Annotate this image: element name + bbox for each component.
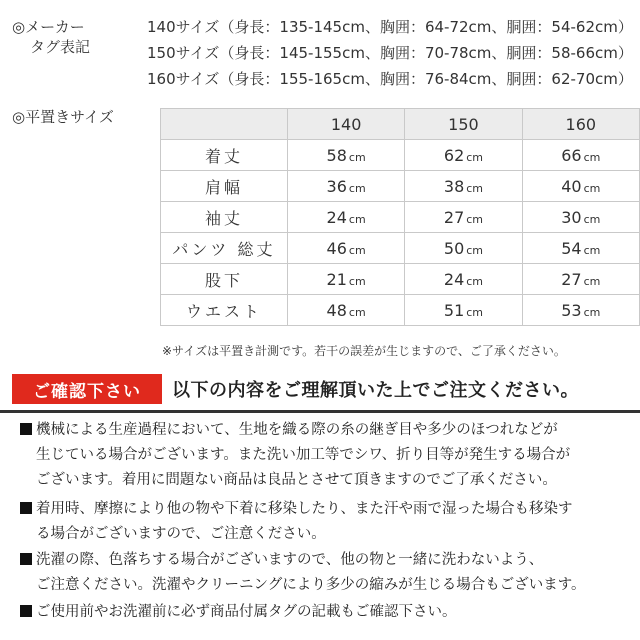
notice-4 [20, 600, 630, 625]
notice-text: ございます。着用に問題ない商品は良品とさせて頂きますのでご了承ください。 [36, 472, 557, 488]
square-bullet-icon [20, 423, 32, 435]
notice-text: 洗濯の際、色落ちする場合がございますので、他の物と一緒に洗わないよう、 [36, 552, 544, 568]
notice-2 [20, 497, 630, 547]
value: 36 [326, 176, 347, 196]
cell-value [287, 295, 404, 326]
notice-text: 着用時、摩擦により他の物や下着に移染したり、また汗や雨で湿った場合も移染す [36, 501, 573, 517]
row-label-waist: ウエスト [161, 295, 288, 326]
value: 50 [443, 238, 465, 258]
row-label-length: 着丈 [161, 140, 288, 171]
size-table [160, 108, 640, 326]
value: 58 [326, 145, 347, 165]
confirm-badge: ご確認下さい [12, 374, 162, 404]
value: 24 [443, 269, 465, 289]
unit-label: cm [583, 274, 601, 288]
unit-label: cm [583, 212, 601, 226]
value: 38 [443, 176, 465, 196]
square-bullet-icon [20, 502, 32, 514]
size-col-150: 150 [405, 109, 522, 140]
unit-label: cm [466, 243, 484, 257]
table-row [161, 233, 640, 264]
unit-label: cm [583, 305, 601, 319]
cell-value [522, 171, 639, 202]
maker-tag-label-line1: ◎メーカー [12, 18, 85, 36]
unit-label: cm [466, 305, 484, 319]
size-table-corner [161, 109, 288, 140]
unit-label: cm [583, 243, 601, 257]
value: 27 [561, 269, 582, 289]
square-bullet-icon [20, 605, 32, 617]
unit-label: cm [583, 181, 601, 195]
unit-label: cm [348, 150, 366, 164]
cell-value [287, 140, 404, 171]
value: 24 [326, 207, 347, 227]
unit-label: cm [348, 274, 366, 288]
value: 48 [326, 300, 347, 320]
cell-value [287, 233, 404, 264]
unit-label: cm [466, 274, 484, 288]
table-row [161, 140, 640, 171]
size-table-header-row [161, 109, 640, 140]
unit-label: cm [348, 305, 366, 319]
value: 51 [443, 300, 465, 320]
value: 21 [326, 269, 347, 289]
table-row [161, 295, 640, 326]
unit-label: cm [466, 212, 484, 226]
cell-value [405, 233, 522, 264]
notice-1 [20, 418, 630, 493]
notice-text: ご使用前やお洗濯前に必ず商品付属タグの記載もご確認下さい。 [36, 604, 457, 620]
table-row [161, 171, 640, 202]
unit-label: cm [466, 181, 484, 195]
cell-value [522, 295, 639, 326]
notice-text: ご注意ください。洗濯やクリーニングにより多少の縮みが生じる場合もございます。 [36, 577, 586, 593]
maker-tag-line-140: 140サイズ（身長：135-145cm、胸囲：64-72cm、胴囲：54-62cm） [147, 18, 633, 36]
row-label-sleeve: 袖丈 [161, 202, 288, 233]
cell-value [405, 295, 522, 326]
notice-text: る場合がございますので、ご注意ください。 [36, 526, 326, 542]
cell-value [522, 264, 639, 295]
maker-tag-line-160: 160サイズ（身長：155-165cm、胸囲：76-84cm、胴囲：62-70cm） [147, 70, 633, 88]
table-row [161, 202, 640, 233]
unit-label: cm [348, 243, 366, 257]
maker-tag-line-150: 150サイズ（身長：145-155cm、胸囲：70-78cm、胴囲：58-66cm） [147, 44, 633, 62]
row-label-pants-length: パンツ 総丈 [161, 233, 288, 264]
value: 53 [561, 300, 582, 320]
notice-text: 生じている場合がございます。また洗い加工等でシワ、折り目等が発生する場合が [36, 447, 571, 463]
unit-label: cm [348, 212, 366, 226]
size-note: ※サイズは平置き計測です。若干の誤差が生じますので、ご了承ください。 [162, 344, 566, 358]
divider [0, 410, 640, 413]
notice-text: 機械による生産過程において、生地を織る際の糸の継ぎ目や多少のほつれなどが [36, 422, 558, 438]
value: 27 [443, 207, 465, 227]
value: 54 [561, 238, 582, 258]
size-col-160: 160 [522, 109, 639, 140]
value: 62 [443, 145, 465, 165]
cell-value [522, 233, 639, 264]
cell-value [405, 264, 522, 295]
notice-3 [20, 548, 630, 598]
confirm-heading: 以下の内容をご理解頂いた上でご注文ください。 [172, 380, 579, 401]
value: 66 [561, 145, 582, 165]
row-label-shoulder: 肩幅 [161, 171, 288, 202]
size-col-140: 140 [287, 109, 404, 140]
unit-label: cm [583, 150, 601, 164]
row-label-inseam: 股下 [161, 264, 288, 295]
cell-value [405, 140, 522, 171]
flat-size-label: ◎平置きサイズ [12, 108, 114, 126]
cell-value [405, 171, 522, 202]
maker-tag-label-line2: タグ表記 [30, 38, 91, 56]
value: 40 [561, 176, 582, 196]
cell-value [405, 202, 522, 233]
unit-label: cm [348, 181, 366, 195]
unit-label: cm [466, 150, 484, 164]
cell-value [287, 264, 404, 295]
cell-value [522, 140, 639, 171]
cell-value [287, 171, 404, 202]
square-bullet-icon [20, 553, 32, 565]
cell-value [287, 202, 404, 233]
cell-value [522, 202, 639, 233]
value: 46 [326, 238, 347, 258]
table-row [161, 264, 640, 295]
value: 30 [561, 207, 582, 227]
